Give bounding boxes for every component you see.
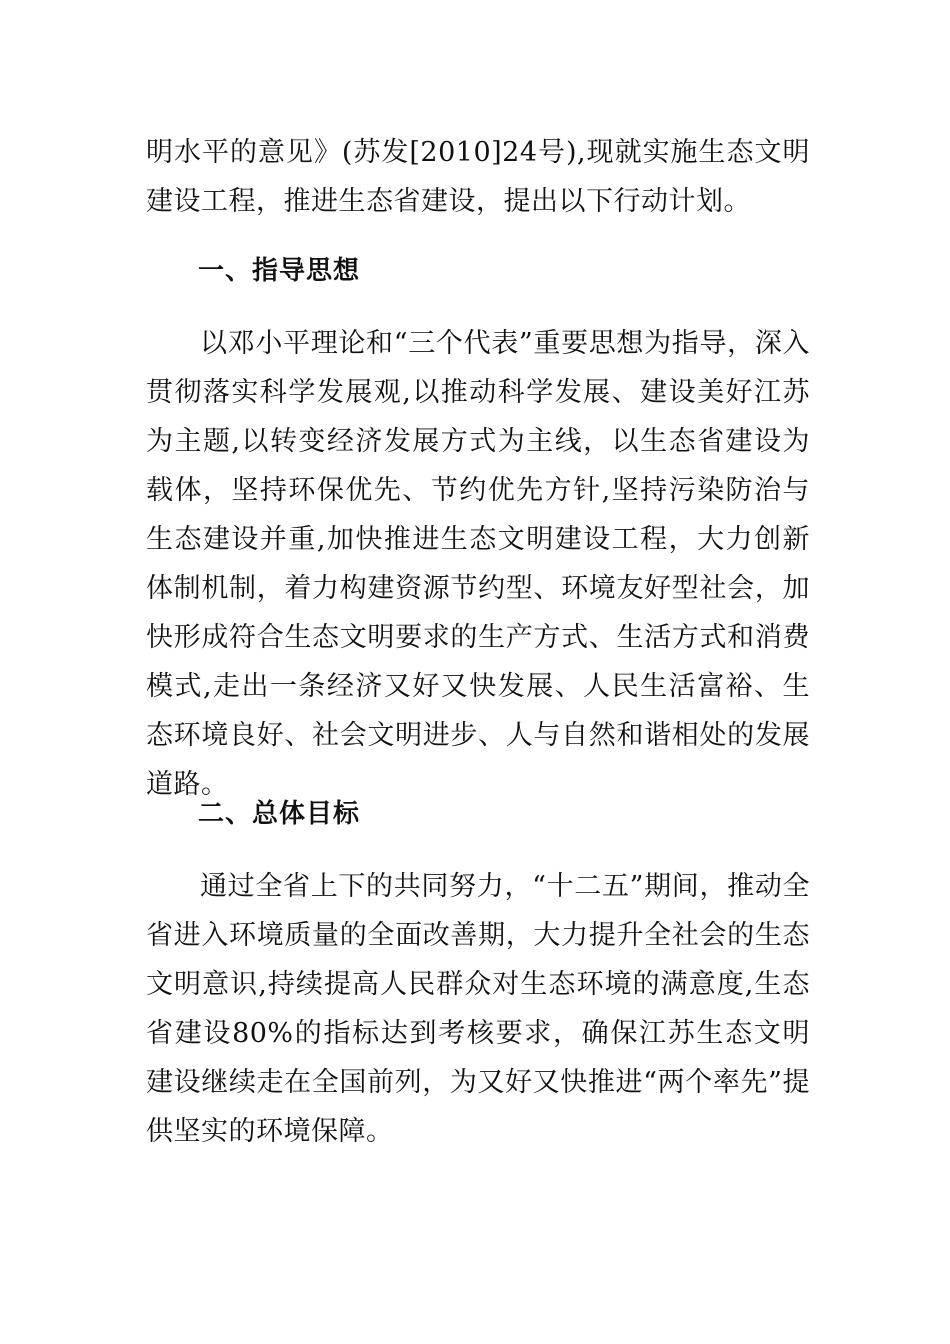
intro-continuation-paragraph: 明水平的意见》(苏发[2010]24号),现就实施生态文明建设工程，推进生态省建设，提出以下行动计划。 <box>146 137 810 217</box>
section-heading-overall-goals: 二、总体目标 <box>198 799 361 829</box>
section-heading-guiding-ideology: 一、指导思想 <box>198 256 361 286</box>
guiding-ideology-paragraph: 以邓小平理论和“三个代表”重要思想为指导，深入贯彻落实科学发展观,以推动科学发展、建设美好江苏为主题,以转变经济发展方式为主线，以生态省建设为载体，坚持环保优先、节约优先方针,坚持污染防治与生态建设并重,加快推进生态文明建设工程，大力创新体制机制，着力构建资源节约型、环境友好型社会，加快形成符合生态文明要求的生产方式、生活方式和消费模式,走出一条经济又好又快发展、人民生活富裕、生态环境良好、社会文明进步、人与自然和谐相处的发展道路。 <box>146 328 810 800</box>
overall-goals-paragraph: 通过全省上下的共同努力，“十二五”期间，推动全省进入环境质量的全面改善期，大力提升全社会的生态文明意识,持续提高人民群众对生态环境的满意度,生态省建设80%的指标达到考核要求，确保江苏生态文明建设继续走在全国前列，为又好又快推进“两个率先”提供坚实的环境保障。 <box>146 871 810 1147</box>
